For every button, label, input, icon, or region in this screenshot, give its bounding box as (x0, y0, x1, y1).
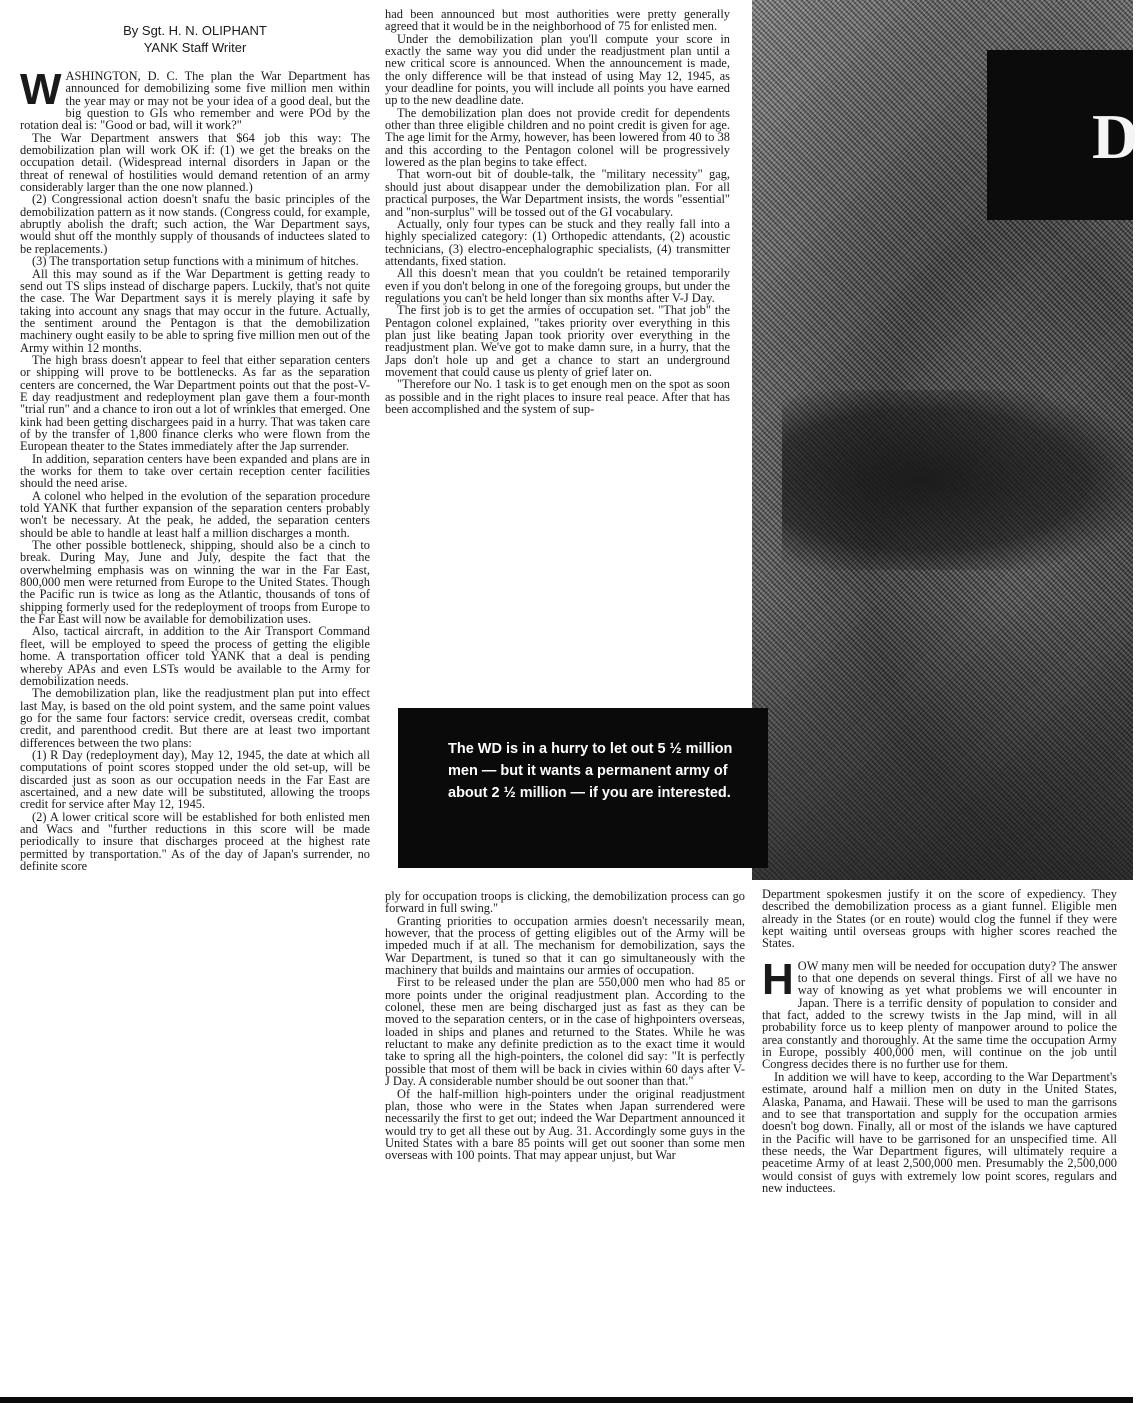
paragraph: Of the half-million high-pointers under the original readjustment plan, those who were in the States when Japan surrendered were necessarily the first to get out; indeed the War Department announced it would try to get all these out by Aug. 31. Accordingly some guys in the United States with a bare 85 points will get out sooner than some men overseas with 100 points. That may appear unjust, but War (385, 1086, 745, 1163)
article-photo (752, 0, 1138, 880)
article-column-1 (20, 65, 370, 1400)
paragraph: In addition we will have to keep, according to the War Department's estimate, around half a million men on duty in the United States, Alaska, Panama, and Hawaii. These will be used to man the garrisons and to see that transportation and supply for the occupation armies doesn't bog down. Finally, all or most of the islands we have captured in the Pacific will have to be garrisoned for an unspecified time. All these needs, the War Department figures, will ultimately require a peacetime Army of at least 2,500,000 men. Presumably the 2,500,000 would consist of guys with extremely low point scores, regulars and new inductees. (762, 1069, 1117, 1195)
paragraph: (2) Congressional action doesn't snafu the basic principles of the demobilization pattern as it now stands. (Congress could, for example, abruptly abolish the draft; such action, the War Department says, would shut off the monthly supply of thousands of inductees slated to be replacements.) (20, 192, 370, 256)
photo-sign-letter: D (1092, 101, 1138, 172)
paragraph: The demobilization plan, like the readjustment plan put into effect last May, is based on the old point system, and the same point values go for the same four factors: service credit, overseas credit, combat credit, and parenthood credit. But there are at least two important differences between the two plans: (20, 686, 370, 750)
paragraph: The other possible bottleneck, shipping, should also be a cinch to break. During May, June and July, despite the fact that the overwhelming emphasis was on winning the war in the Far East, 800,000 men were returned from Europe to the United States. Though the Pacific run is twice as long as the Atlantic, thousands of tons of shipping formerly used for the redeployment of troops from Europe to the Far East will now be available for demobilization uses. (20, 538, 370, 627)
article-column-4 (762, 888, 1117, 1396)
byline (20, 22, 370, 56)
author-role: YANK Staff Writer (143, 40, 247, 55)
paragraph: (1) R Day (redeployment day), May 12, 1945, the date at which all computations of point scores stopped under the old set-up, will be discarded just as soon as our occupation needs in the Far East are ascertained, and a new date will be substituted, allowing the troops credit for service after May 12, 1945. (20, 747, 370, 812)
drop-cap-w: W (20, 65, 62, 114)
photo-shadow (752, 600, 1133, 880)
paragraph: In addition, separation centers have been expanded and plans are in the works for them to take over certain reception center facilities should the need arise. (20, 451, 370, 491)
paragraph: First to be released under the plan are 550,000 men who had 85 or more points under the original readjustment plan. According to the colonel, these men are being discharged just as fast as they can be moved to the separation centers, or in the case of highpointers overseas, loaded in ships and planes and returned to the States. While he was reluctant to make any definite prediction as to the exact time it would take to spring all the high-pointers, the colonel did say: "It is perfectly possible that most of them will be back in civies within 60 days after V-J Day. A considerable number should be out sooner than that." (385, 975, 745, 1089)
paragraph: Granting priorities to occupation armies doesn't necessarily mean, however, that the process of getting eligibles out of the Army will be impeded much if at all. The mechanism for demobilization, says the War Department, is tuned so that it can go simultaneously with the machinery that builds and maintains our armies of occupation. (385, 913, 745, 978)
paragraph: had been announced but most authorities were pretty generally agreed that it would be in the neighborhood of 75 for enlisted men. (385, 7, 730, 34)
bottom-rule (0, 1397, 1133, 1403)
paragraph: The demobilization plan does not provide credit for dependents other than three eligible children and no point credit is given for age. The age limit for the Army, however, has been lowered from 40 to 38 and this according to the Pentagon colonel will be progressively lowered as the plan begins to take effect. (385, 105, 730, 170)
paragraph: Department spokesmen justify it on the score of expediency. They described the demobilization process as a giant funnel. Eligible men already in the States (or en route) would clog the funnel if they were kept waiting until overseas groups with higher scores reached the States. (762, 887, 1117, 951)
paragraph: The high brass doesn't appear to feel that either separation centers or shipping will prove to be bottlenecks. As far as the separation centers are concerned, the War Department points out that the post-V-E day readjustment and redeployment plan gave them a four-month "trial run" and a chance to iron out a lot of wrinkles that emerged. One kink had been getting dischargees paid in a hurry. That was taken care of by the transfer of 1,800 finance clerks who were flown from the European theater to the States immediately after the Jap surrender. (20, 352, 370, 454)
paragraph: That worn-out bit of double-talk, the "military necessity" gag, should just about disappear under the demobilization plan. For all practical purposes, the War Department insists, the words "essential" and "non-surplus" will be tossed out of the GI vocabulary. (385, 167, 730, 219)
paragraph: The War Department answers that $64 job this way: The demobilization plan will work OK if: (1) we get the breaks on the occupation detail. (Widespread internal disorders in Japan or the threat of renewal of hostilities would demand retention of an army considerably larger than the one now planned.) (20, 130, 370, 195)
paragraph: (3) The transportation setup functions with a minimum of hitches. (32, 254, 359, 269)
caption-box (398, 708, 768, 868)
caption-text: The WD is in a hurry to let out 5 ½ million men — but it wants a permanent army of about 2 ½ million — if you are interested. (448, 741, 733, 801)
paragraph: Also, tactical aircraft, in addition to the Air Transport Command fleet, will be employed to speed the process of getting the eligible home. A transportation officer told YANK that a deal is pending whereby APAs and even LSTs would be available to the Army for demobilization needs. (20, 624, 370, 688)
photo-shadow (782, 390, 1133, 570)
paragraph: OW many men will be needed for occupation duty? The answer to that one depends on several things. First of all we have no way of knowing as yet what problems we will encounter in Japan. There is a terrific density of population to consider and that fact, added to the screwy twists in the Jap mind, will in all probability force us to keep plenty of manpower around to police the area constantly and thoroughly. At the same time the occupation Army in Europe, possibly 400,000 men, will continue on the job until Congress decides there is no further use for them. (762, 958, 1117, 1072)
paragraph: (2) A lower critical score will be established for both enlisted men and Wacs and "further reductions in this score will be made periodically to insure that discharges proceed at the highest rate permitted by transportation." As of the day of Japan's surrender, no definite score (20, 809, 370, 873)
paragraph: All this doesn't mean that you couldn't be retained temporarily even if you don't belong in one of the foregoing groups, but under the regulations you can't be held longer than six months after V-J Day. (385, 266, 730, 305)
paragraph: The first job is to get the armies of occupation set. "That job" the Pentagon colonel explained, "takes priority over everything in this plan just like beating Japan took priority over everything in the readjustment plan. We've got to make damn sure, in a hurry, that the Japs don't hole up and get a chance to start an underground movement that could cause us plenty of grief later on. (385, 303, 730, 379)
paragraph: Under the demobilization plan you'll compute your score in exactly the same way you did under the readjustment plan until a new critical score is announced. When the announcement is made, the only difference will be that instead of using May 12, 1945, as your deadline for points, you will include all points you have earned up to the new deadline date. (385, 31, 730, 108)
drop-cap-h: H (762, 954, 794, 1004)
article-column-2 (385, 8, 730, 698)
paragraph: ASHINGTON, D. C. The plan the War Department has announced for demobilizing some five million men within the year may or may not be your idea of a good deal, but the big question to GIs who remember and were POd by the rotation deal is: "Good or bad, will it work?" (20, 69, 370, 133)
article-column-3 (385, 890, 745, 1395)
paragraph: Actually, only four types can be stuck and they really fall into a highly specialized category: (1) Orthopedic attendants, (2) acoustic technicians, (3) electro-encephalographic specialists, (4) transmitter attendants, fixed station. (385, 216, 730, 268)
author-name: By Sgt. H. N. OLIPHANT (123, 23, 267, 38)
paragraph: A colonel who helped in the evolution of the separation procedure told YANK that further expansion of the separation centers probably won't be necessary. At the peak, he added, the separation centers should be able to handle at least half a million discharges a month. (20, 488, 370, 540)
photo-sign (987, 50, 1138, 220)
paragraph: ply for occupation troops is clicking, the demobilization process can go forward in full swing." (385, 889, 745, 916)
paragraph: "Therefore our No. 1 task is to get enough men on the spot as soon as possible and in the right places to insure real peace. After that has been accomplished and the system of sup- (385, 377, 730, 416)
paragraph: All this may sound as if the War Department is getting ready to send out TS slips instead of discharge papers. Luckily, that's not quite the case. The War Department says it is merely playing it safe by taking into account any snags that may occur in the future. Actually, the sentiment around the Pentagon is that the demobilization machinery ought easily to be able to spring five million men out of the Army within 12 months. (20, 266, 370, 355)
